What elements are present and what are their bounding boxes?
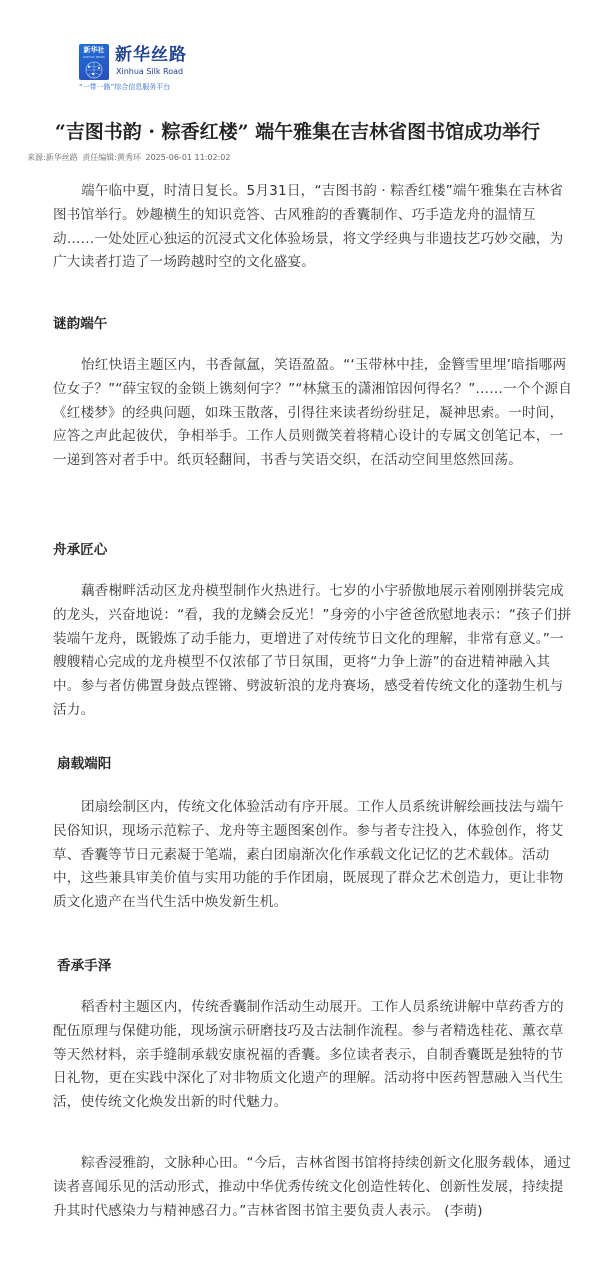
section-heading: 谜韵端午 [53,316,108,332]
section-paragraph: 藕香榭畔活动区龙舟模型制作火热进行。七岁的小宇骄傲地展示着刚刚拼装完成的龙头，兴奋地说：“看，我的龙鳞会反光！”身旁的小宇爸爸欣慰地表示：“孩子们拼装端午龙舟，既锻炼了动手能力，更增进了对传统节日文化的理解，非常有意义。”一艘艘精心完成的龙舟模型不仅浓郁了节日氛围，更将“力争上游”的奋进精神融入其中。参与者仿佛置身鼓点铿锵、劈波斩浪的龙舟赛场，感受着传统文化的蓬勃生机与活力。 [53,583,572,718]
brand-name: 新华丝路 [115,45,187,65]
section-heading: 香承手泽 [57,958,112,974]
site-logo[interactable] [79,44,239,100]
section-paragraph: 怡红快语主题区内，书香氤氲，笑语盈盈。“‘玉带林中挂，金簪雪里埋’暗指哪两位女子？”“薛宝钗的金锁上镌刻何字？”“林黛玉的潇湘馆因何得名？”……一个个源自《红楼梦》的经典问题，如珠玉散落，引得往来读者纷纷驻足，凝神思索。一时间，应答之声此起彼伏，争相举手。工作人员则微笑着将精心设计的专属文创笔记本，一一递到答对者手中。纸页轻翻间，书香与笑语交织，在活动空间里悠然回荡。 [53,357,572,469]
section-paragraph: 稻香村主题区内，传统香囊制作活动生动展开。工作人员系统讲解中草药香方的配伍原理与保健功能，现场演示研磨技巧及古法制作流程。参与者精选桂花、薰衣草等天然材料，亲手缝制承载安康祝福的香囊。多位读者表示，自制香囊既是独特的节日礼物，更在实践中深化了对非物质文化遗产的理解。活动将中医药智慧融入当代生活，使传统文化焕发出新的时代魅力。 [53,999,564,1111]
brand-name-en: Xinhua Silk Road [116,67,184,76]
closing-paragraph [53,1152,573,1223]
section-paragraph: 团扇绘制区内，传统文化体验活动有序开展。工作人员系统讲解绘画技法与端午民俗知识，现场示范粽子、龙舟等主题图案创作。参与者专注投入，体验创作，将艾草、香囊等节日元素凝于笔端，素白团扇渐次化作承载文化记忆的艺术载体。活动中，这些兼具审美价值与实用功能的手作团扇，既展现了群众艺术创造力，更让非物质文化遗产在当代生活中焕发新生机。 [53,799,564,911]
article-source: 来源:新华丝路 [27,153,78,162]
article-editor: 责任编辑:黄秀环 [82,153,141,162]
brand-tagline: “一带一路”综合信息服务平台 [79,83,171,91]
section-heading: 舟承匠心 [53,542,108,558]
xinhua-logo-icon [79,44,109,80]
logo-subtext: XINHUA NEWS [83,55,105,59]
closing-text: 粽香浸雅韵，文脉种心田。“今后，吉林省图书馆将持续创新文化服务载体，通过读者喜闻乐见的活动形式，推动中华优秀传统文化创造性转化、创新性发展，持续提升其时代感染力与精神感召力。”吉林省图书馆主要负责人表示。 [53,1155,572,1219]
article-meta [27,152,232,164]
article-datetime: 2025-06-01 11:02:02 [145,153,231,162]
globe-network-icon [79,58,109,80]
logo-text: 新华社 [83,46,105,54]
section-heading: 扇载端阳 [57,756,112,772]
article-title: “吉图书韵 · 粽香红楼” 端午雅集在吉林省图书馆成功举行 [54,121,541,143]
intro-paragraph: 端午临中夏，时清日复长。5月31日，“吉图书韵 · 粽香红楼”端午雅集在吉林省图书馆举行。妙趣横生的知识竞答、古风雅韵的香囊制作、巧手造龙舟的温情互动……一处处匠心独运的沉浸式文化体验场景，将文学经典与非遗技艺巧妙交融，为广大读者打造了一场跨越时空的文化盛宴。 [53,183,564,271]
article-author: (李萌) [444,1202,483,1219]
